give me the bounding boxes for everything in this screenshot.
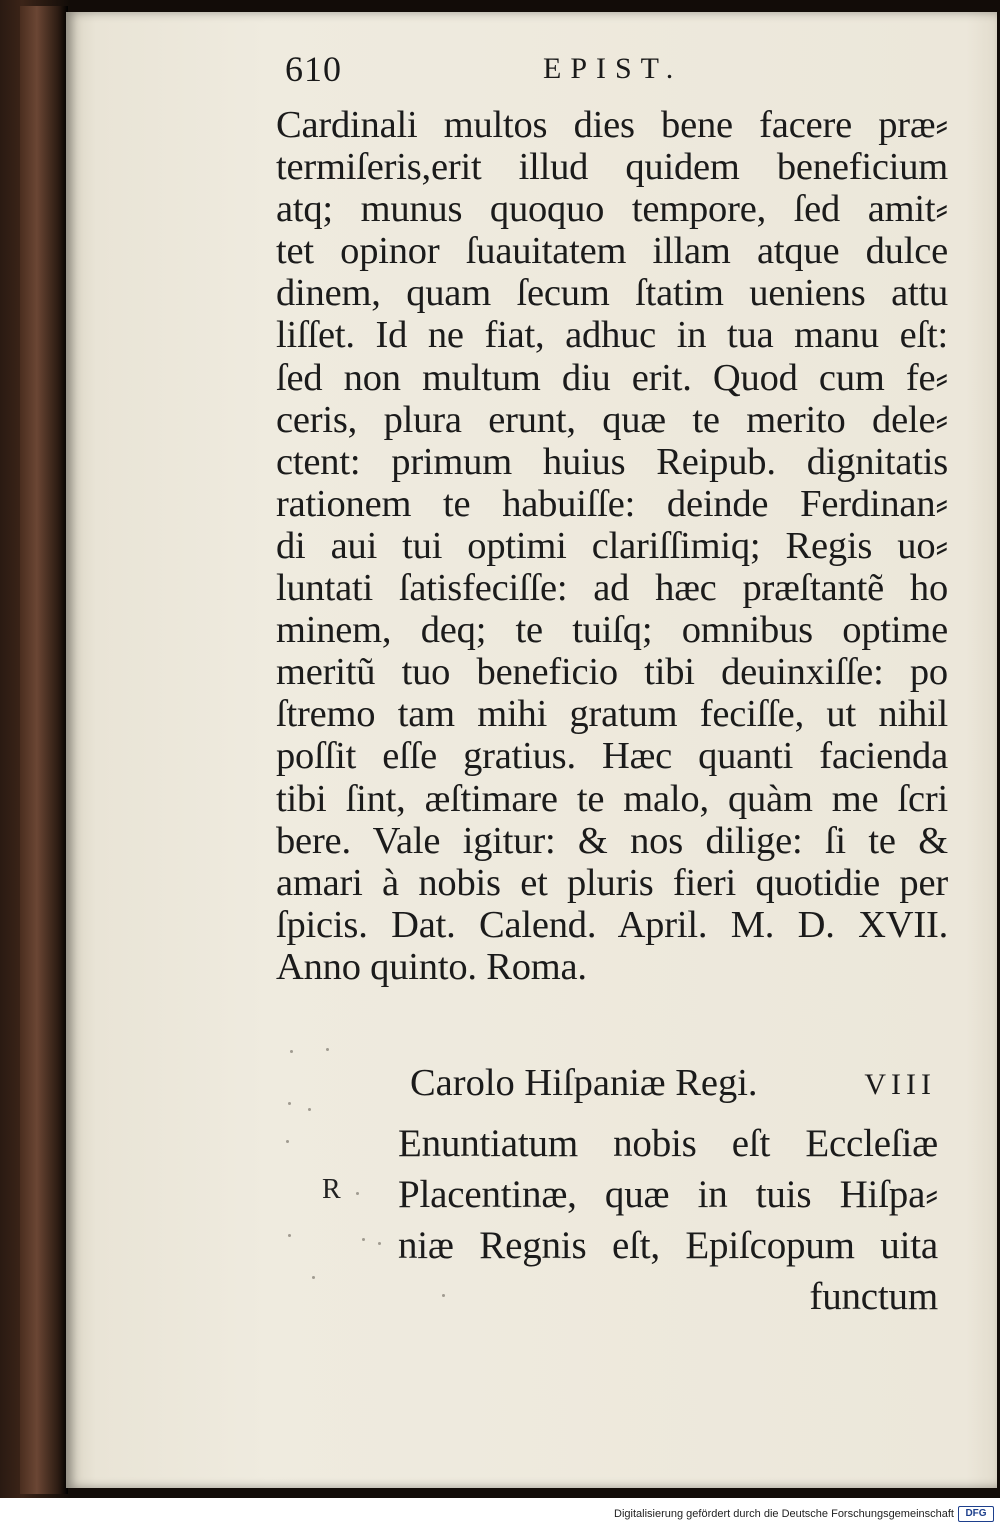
text-line: niæ Regnis eſt, Epiſcopum uita (398, 1224, 938, 1267)
text-line: rationem te habuiſſe: deinde Ferdinan⸗ (276, 482, 948, 525)
guide-letter: R (322, 1174, 341, 1205)
text-line: ſtremo tam mihi gratum feciſſe, ut nihil (276, 693, 948, 736)
ink-speck (290, 1050, 293, 1053)
page-header (285, 48, 945, 88)
ink-speck (326, 1048, 329, 1051)
text-line: termiſeris,erit illud quidem beneficium (276, 146, 948, 189)
text-line: ctent: primum huius Reipub. dignitatis (276, 440, 948, 483)
ink-speck (378, 1242, 381, 1245)
letter-heading (410, 1058, 940, 1108)
next-letter-text (398, 1118, 938, 1322)
funding-credit: Digitalisierung gefördert durch die Deutsche Forschungsgemeinschaft (614, 1508, 954, 1520)
ink-speck (312, 1276, 315, 1279)
text-line: Cardinali multos dies bene facere præ⸗ (276, 104, 948, 146)
text-line: meritũ tuo beneficio tibi deuinxiſſe: po (276, 651, 948, 694)
text-line: ſpicis. Dat. Calend. April. M. D. XVII. (276, 903, 948, 946)
catchword: functum (809, 1275, 938, 1318)
text-line: bere. Vale igitur: & nos dilige: ſi te & (276, 819, 948, 862)
text-line: luntati ſatisfeciſſe: ad hæc præſtantẽ ho (276, 567, 948, 610)
text-line: tibi ſint, æſtimare te malo, quàm me ſcri (276, 777, 948, 820)
text-line: Enuntiatum nobis eſt Eccleſiæ (398, 1122, 938, 1165)
text-line: ceris, plura erunt, quæ te merito dele⸗ (276, 398, 948, 441)
ink-speck (288, 1102, 291, 1105)
text-line: Placentinæ, quæ in tuis Hiſpa⸗ (398, 1173, 938, 1216)
ink-speck (356, 1192, 359, 1195)
book-spine (20, 6, 68, 1494)
letter-recipient: Carolo Hiſpaniæ Regi. (410, 1062, 758, 1104)
ink-speck (286, 1140, 289, 1143)
text-line: ſed non multum diu erit. Quod cum fe⸗ (276, 356, 948, 399)
text-line: liſſet. Id ne fiat, adhuc in tua manu eſt: (276, 314, 948, 357)
footer-bar (0, 1498, 1000, 1532)
text-line: tet opinor ſuauitatem illam atque dulce (276, 230, 948, 273)
text-line: dinem, quam ſecum ſtatim ueniens attu (276, 272, 948, 315)
text-line: Anno quinto. Roma. (276, 945, 587, 988)
text-line: minem, deq; te tuiſq; omnibus optime (276, 609, 948, 652)
running-head: EPIST. (543, 52, 683, 85)
dfg-logo: DFG (958, 1506, 994, 1522)
text-line: amari à nobis et pluris fieri quotidie per (276, 861, 948, 904)
text-line: atq; munus quoquo tempore, ſed amit⸗ (276, 188, 948, 231)
ink-speck (362, 1238, 365, 1241)
text-line: poſſit eſſe gratius. Hæc quanti facienda (276, 735, 948, 778)
page-number: 610 (285, 49, 342, 89)
ink-speck (288, 1234, 291, 1237)
letter-text (276, 104, 948, 988)
ink-speck (308, 1108, 311, 1111)
text-line: di aui tui optimi clariſſimiq; Regis uo⸗ (276, 524, 948, 567)
letter-number: VIII (864, 1068, 936, 1101)
initial-guide-space (282, 1044, 392, 1304)
